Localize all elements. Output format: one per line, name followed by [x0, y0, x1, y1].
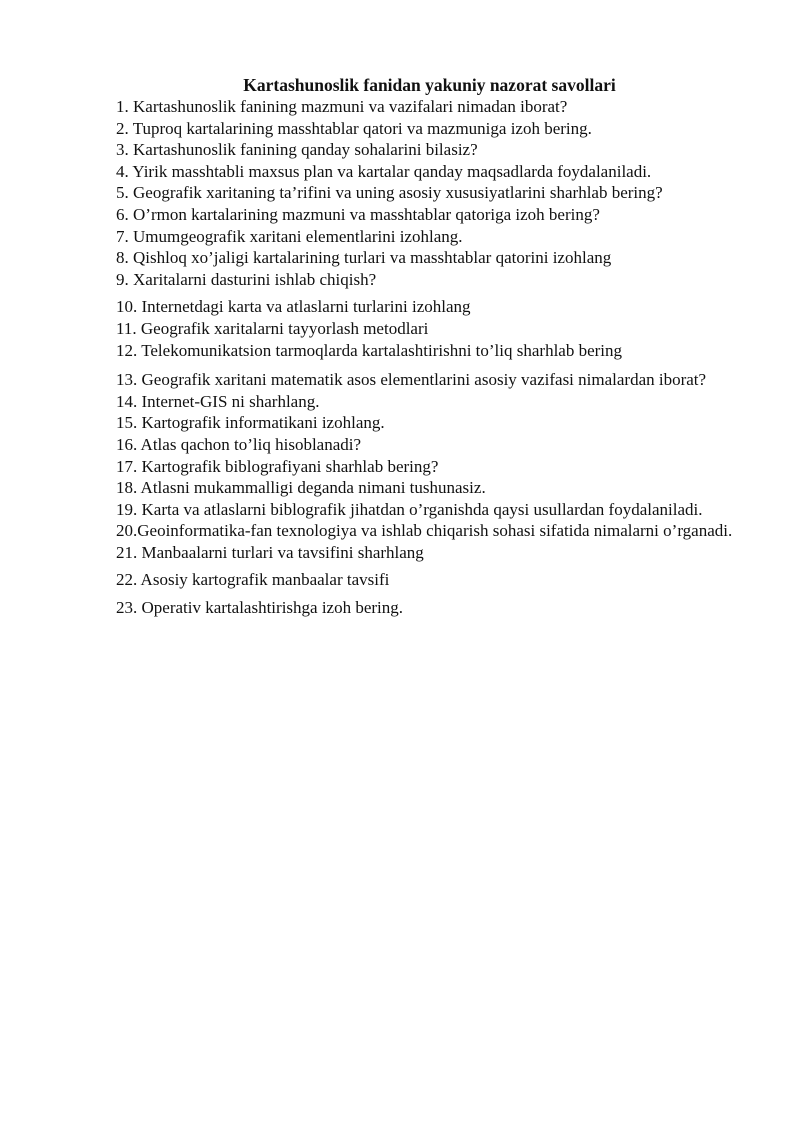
- question-2: 2. Tuproq kartalarining masshtablar qatori va mazmuniga izoh bering.: [116, 118, 592, 138]
- question-13: 13. Geografik xaritani matematik asos elementlarini asosiy vazifasi nimalardan iborat?: [116, 370, 707, 390]
- question-1: 1. Kartashunoslik fanining mazmuni va vazifalari nimadan iborat?: [116, 97, 568, 116]
- question-5: 5. Geografik xaritaning ta’rifini va uning asosiy xususiyatlarini sharhlab bering?: [116, 183, 663, 203]
- question-14: 14. Internet-GIS ni sharhlang.: [116, 391, 320, 411]
- question-16: 16. Atlas qachon to’liq hisoblanadi?: [116, 434, 362, 454]
- question-9: 9. Xaritalarni dasturini ishlab chiqish?: [116, 269, 377, 289]
- question-22: 22. Asosiy kartografik manbaalar tavsifi: [116, 570, 390, 590]
- question-20: 20.Geoinformatika-fan texnologiya va ishlab chiqarish sohasi sifatida nimalarni o’rganadi.: [116, 521, 733, 541]
- question-15: 15. Kartografik informatikani izohlang.: [116, 413, 385, 433]
- question-23: 23. Operativ kartalashtirishga izoh bering.: [116, 598, 404, 618]
- question-8: 8. Qishloq xo’jaligi kartalarining turlari va masshtablar qatorini izohlang: [116, 248, 612, 268]
- question-10: 10. Internetdagi karta va atlaslarni turlarini izohlang: [116, 297, 471, 317]
- question-11: 11. Geografik xaritalarni tayyorlash metodlari: [116, 318, 429, 338]
- question-19: 19. Karta va atlaslarni biblografik jihatdan o’rganishda qaysi usullardan foydalaniladi.: [116, 499, 703, 519]
- question-6: 6. O’rmon kartalarining mazmuni va masshtablar qatoriga izoh bering?: [116, 204, 600, 224]
- document-page: [116, 74, 743, 619]
- question-4: 4. Yirik masshtabli maxsus plan va kartalar qanday maqsadlarda foydalaniladi.: [116, 161, 652, 181]
- document-title: Kartashunoslik fanidan yakuniy nazorat savollari: [243, 75, 616, 95]
- question-18: 18. Atlasni mukammalligi deganda nimani tushunasiz.: [116, 478, 486, 498]
- question-3: 3. Kartashunoslik fanining qanday sohalarini bilasiz?: [116, 140, 478, 160]
- question-21: 21. Manbaalarni turlari va tavsifini sharhlang: [116, 542, 424, 562]
- question-7: 7. Umumgeografik xaritani elementlarini izohlang.: [116, 226, 463, 246]
- question-17: 17. Kartografik biblografiyani sharhlab bering?: [116, 456, 439, 476]
- question-12: 12. Telekomunikatsion tarmoqlarda kartalashtirishni to’liq sharhlab bering: [116, 340, 623, 360]
